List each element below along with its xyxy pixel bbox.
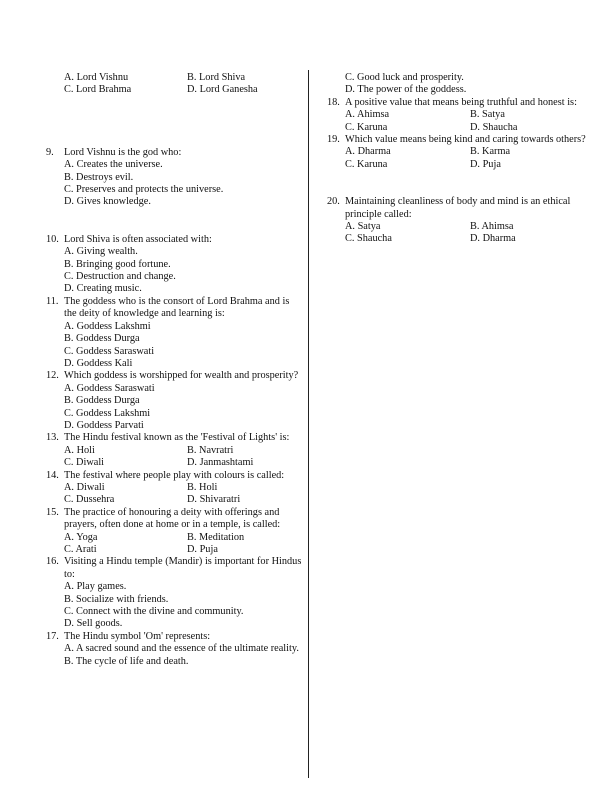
question-10 xyxy=(46,234,304,296)
option-d: D. Puja xyxy=(187,544,218,555)
option-d: D. Dharma xyxy=(470,233,516,245)
question-18 xyxy=(327,97,589,134)
option-a: A. Ahimsa xyxy=(345,109,390,121)
option-b: B. Karma xyxy=(470,146,511,158)
option-b: B. Socialize with friends. xyxy=(64,593,169,605)
question-15 xyxy=(46,507,304,557)
question-16 xyxy=(46,556,304,630)
option-b: B. Ahimsa xyxy=(470,221,514,233)
option-c: C. Connect with the divine and community. xyxy=(64,606,244,618)
option-c: C. Lord Brahma xyxy=(64,84,132,96)
question-text: Which goddess is worshipped for wealth and prosperity? xyxy=(64,370,299,382)
option-d: D. Gives knowledge. xyxy=(64,196,151,208)
option-a: A. Goddess Saraswati xyxy=(64,382,155,394)
option-d: D. Shaucha xyxy=(470,121,518,133)
question-14 xyxy=(46,470,304,507)
option-c: C. Karuna xyxy=(345,121,388,133)
question-number: 12. xyxy=(46,370,59,382)
option-d: D. Janmashtami xyxy=(187,457,254,469)
option-b: B. Navratri xyxy=(187,444,234,456)
question-number: 10. xyxy=(46,233,59,245)
question-number: 9. xyxy=(46,146,54,158)
question-number: 13. xyxy=(46,432,59,444)
question-17 xyxy=(46,631,304,668)
option-a: A. Giving wealth. xyxy=(64,246,138,258)
option-b: B. Lord Shiva xyxy=(187,72,246,83)
option-b: B. Satya xyxy=(470,109,505,121)
question-17-continued xyxy=(327,72,589,97)
option-a: A. Yoga xyxy=(64,531,98,543)
option-a: A. Dharma xyxy=(345,146,391,158)
option-b: B. Bringing good fortune. xyxy=(64,258,171,270)
option-c: C. Destruction and change. xyxy=(64,271,176,283)
question-number: 20. xyxy=(327,196,340,208)
option-c: C. Preserves and protects the universe. xyxy=(64,184,224,196)
option-d: D. Sell goods. xyxy=(64,618,123,630)
option-a: A. Lord Vishnu xyxy=(64,72,129,83)
option-d: D. The power of the goddess. xyxy=(345,84,467,96)
question-text: Which value means being kind and caring towards others? xyxy=(345,134,586,146)
question-number: 19. xyxy=(327,134,340,146)
option-d: D. Creating music. xyxy=(64,283,142,295)
option-c: C. Diwali xyxy=(64,457,105,469)
option-a: A. Goddess Lakshmi xyxy=(64,320,151,332)
question-9 xyxy=(46,147,304,209)
option-b: B. Meditation xyxy=(187,531,245,543)
question-text: The practice of honouring a deity with offerings and prayers, often done at home or in a temple, is called: xyxy=(64,506,281,531)
option-b: B. Goddess Durga xyxy=(64,395,140,407)
question-number: 14. xyxy=(46,469,59,481)
question-text: The Hindu symbol 'Om' represents: xyxy=(64,630,211,642)
question-8-options xyxy=(46,72,304,97)
option-c: C. Dussehra xyxy=(64,494,115,506)
option-d: D. Shivaratri xyxy=(187,494,241,506)
question-number: 15. xyxy=(46,506,59,518)
option-a: A. Play games. xyxy=(64,581,127,593)
option-a: A. Satya xyxy=(345,221,381,233)
option-b: B. Destroys evil. xyxy=(64,171,134,183)
option-c: C. Arati xyxy=(64,544,97,555)
option-c: C. Goddess Saraswati xyxy=(64,345,155,357)
option-c: C. Karuna xyxy=(345,158,388,170)
option-a: A. Holi xyxy=(64,444,95,456)
question-number: 18. xyxy=(327,96,340,108)
option-d: D. Puja xyxy=(470,158,501,170)
question-text: Lord Vishnu is the god who: xyxy=(64,146,182,158)
question-text: The goddess who is the consort of Lord Brahma and is the deity of knowledge and learning is: xyxy=(64,295,290,320)
question-20 xyxy=(327,196,589,246)
option-b: B. Holi xyxy=(187,481,218,493)
question-number: 17. xyxy=(46,630,59,642)
question-11 xyxy=(46,296,304,370)
question-number: 11. xyxy=(46,295,59,307)
option-c: C. Good luck and prosperity. xyxy=(345,72,464,83)
option-d: D. Goddess Parvati xyxy=(64,419,144,431)
option-b: B. The cycle of life and death. xyxy=(64,655,189,667)
question-text: Visiting a Hindu temple (Mandir) is important for Hindus to: xyxy=(64,556,302,580)
question-19 xyxy=(327,134,589,171)
question-number: 16. xyxy=(46,556,59,568)
question-13 xyxy=(46,432,304,469)
question-text: Lord Shiva is often associated with: xyxy=(64,233,212,245)
option-b: B. Goddess Durga xyxy=(64,333,140,345)
question-text: The Hindu festival known as the 'Festival of Lights' is: xyxy=(64,432,290,444)
option-a: A. Diwali xyxy=(64,481,105,493)
option-c: C. Goddess Lakshmi xyxy=(64,407,151,419)
question-text: The festival where people play with colours is called: xyxy=(64,469,285,481)
question-text: A positive value that means being truthful and honest is: xyxy=(345,96,577,108)
question-12 xyxy=(46,370,304,432)
option-a: A. A sacred sound and the essence of the ultimate reality. xyxy=(64,643,299,655)
question-text: Maintaining cleanliness of body and mind is an ethical principle called: xyxy=(345,196,571,220)
option-d: D. Lord Ganesha xyxy=(187,84,258,96)
option-a: A. Creates the universe. xyxy=(64,159,163,171)
right-column xyxy=(327,72,589,246)
option-d: D. Goddess Kali xyxy=(64,357,133,369)
left-column xyxy=(46,72,304,668)
column-divider xyxy=(308,70,309,778)
option-c: C. Shaucha xyxy=(345,233,392,245)
